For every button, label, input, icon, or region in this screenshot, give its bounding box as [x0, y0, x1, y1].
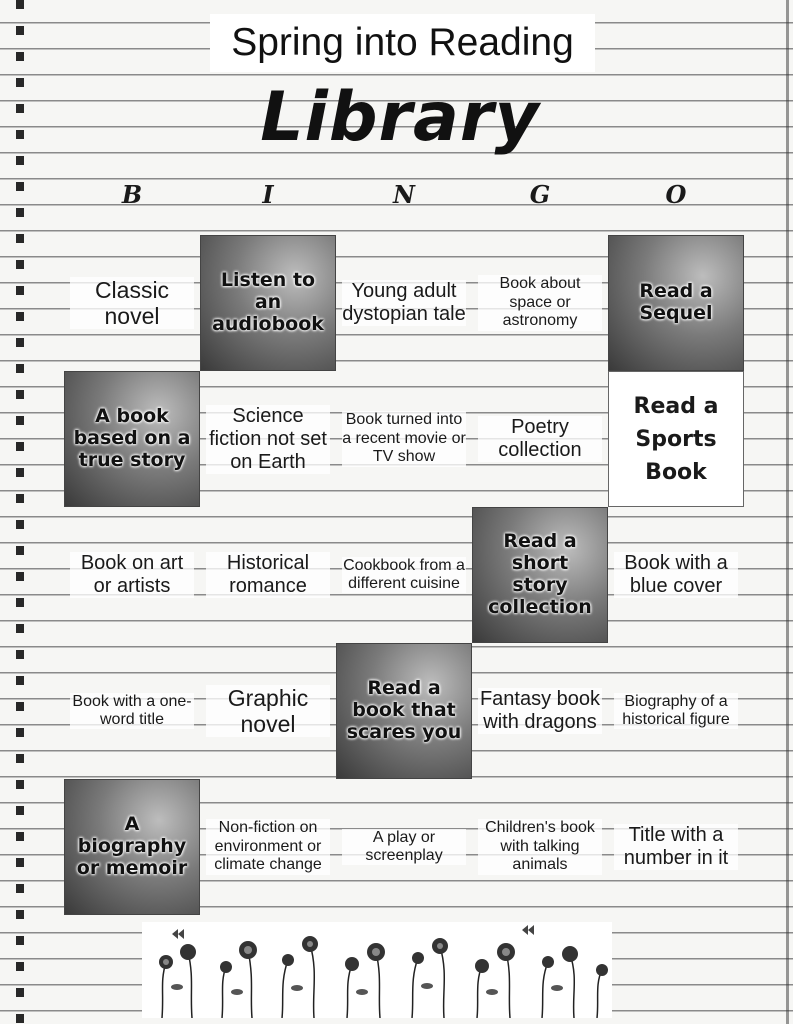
- bingo-cell[interactable]: [200, 643, 336, 779]
- bingo-cell-label: A play or screenplay: [342, 829, 466, 866]
- bingo-cell[interactable]: [336, 371, 472, 507]
- bingo-cell-highlight[interactable]: [608, 371, 744, 507]
- bingo-cell[interactable]: [472, 779, 608, 915]
- bingo-cell-label: A book based on a true story: [73, 405, 191, 471]
- bingo-cell[interactable]: [200, 507, 336, 643]
- bingo-cell[interactable]: [608, 779, 744, 915]
- bingo-cell-label: Biography of a historical figure: [614, 693, 738, 730]
- bingo-cell-label: Young adult dystopian tale: [342, 280, 466, 325]
- bingo-cell-label: Read a short story collection: [488, 530, 592, 618]
- page-edge: [786, 0, 789, 1024]
- wildflowers-icon: [142, 922, 612, 1018]
- bingo-cell-label: Read a book that scares you: [346, 677, 462, 743]
- bingo-cell-label: Read a Sports Book: [633, 393, 719, 485]
- bingo-cell-label: Poetry collection: [478, 416, 602, 462]
- bingo-cell[interactable]: [64, 507, 200, 643]
- bingo-cell-highlight[interactable]: [336, 643, 472, 779]
- bingo-cell-highlight[interactable]: [200, 235, 336, 371]
- bingo-cell-label: Listen to an audiobook: [212, 269, 324, 335]
- bingo-cell[interactable]: [200, 371, 336, 507]
- bingo-cell[interactable]: [608, 507, 744, 643]
- notebook-margin-holes: [16, 0, 24, 1024]
- bingo-cell-highlight[interactable]: [472, 507, 608, 643]
- bingo-cell[interactable]: [336, 779, 472, 915]
- bingo-cell[interactable]: [608, 643, 744, 779]
- column-letter-i: I: [262, 180, 274, 209]
- bingo-cell-label: Cookbook from a different cuisine: [343, 556, 465, 592]
- bingo-cell-highlight[interactable]: [64, 371, 200, 507]
- page-title: Spring into Reading: [210, 14, 595, 72]
- bingo-cell[interactable]: [200, 779, 336, 915]
- bingo-grid: [64, 235, 744, 915]
- bingo-cell[interactable]: [472, 235, 608, 371]
- bingo-cell-highlight[interactable]: [608, 235, 744, 371]
- bingo-cell-label: Classic novel: [70, 277, 194, 330]
- column-letter-b: B: [121, 180, 143, 209]
- bingo-cell[interactable]: [64, 643, 200, 779]
- bingo-cell-label: Fantasy book with dragons: [479, 688, 601, 733]
- bingo-cell-label: Graphic novel: [206, 685, 330, 738]
- bingo-cell[interactable]: [336, 507, 472, 643]
- column-letter-g: G: [529, 180, 551, 209]
- bingo-cell-label: Book on art or artists: [70, 552, 194, 598]
- column-letter-o: O: [665, 180, 687, 209]
- bingo-cell[interactable]: [336, 235, 472, 371]
- bingo-cell-label: Book about space or astronomy: [478, 275, 602, 330]
- bingo-cell-label: Title with a number in it: [614, 824, 738, 870]
- bingo-cell[interactable]: [64, 235, 200, 371]
- bingo-cell-label: Non-fiction on environment or climate change: [206, 819, 330, 874]
- bingo-cell-label: Book with a one-word title: [70, 693, 194, 730]
- bingo-cell-label: Children's book with talking animals: [478, 819, 602, 874]
- bingo-cell-label: Book with a blue cover: [614, 552, 738, 598]
- bingo-cell[interactable]: [472, 643, 608, 779]
- bingo-cell-highlight[interactable]: [64, 779, 200, 915]
- bingo-letters: [64, 180, 744, 216]
- bingo-cell-label: Book turned into a recent movie or TV show: [342, 411, 466, 466]
- bingo-cell-label: A biography or memoir: [76, 813, 188, 879]
- library-heading: Library: [260, 77, 540, 157]
- bingo-cell[interactable]: [472, 371, 608, 507]
- bingo-cell-label: Read a Sequel: [639, 280, 713, 324]
- column-letter-n: N: [393, 180, 415, 209]
- bingo-cell-label: Science fiction not set on Earth: [206, 405, 330, 474]
- bingo-cell-label: Historical romance: [206, 552, 330, 598]
